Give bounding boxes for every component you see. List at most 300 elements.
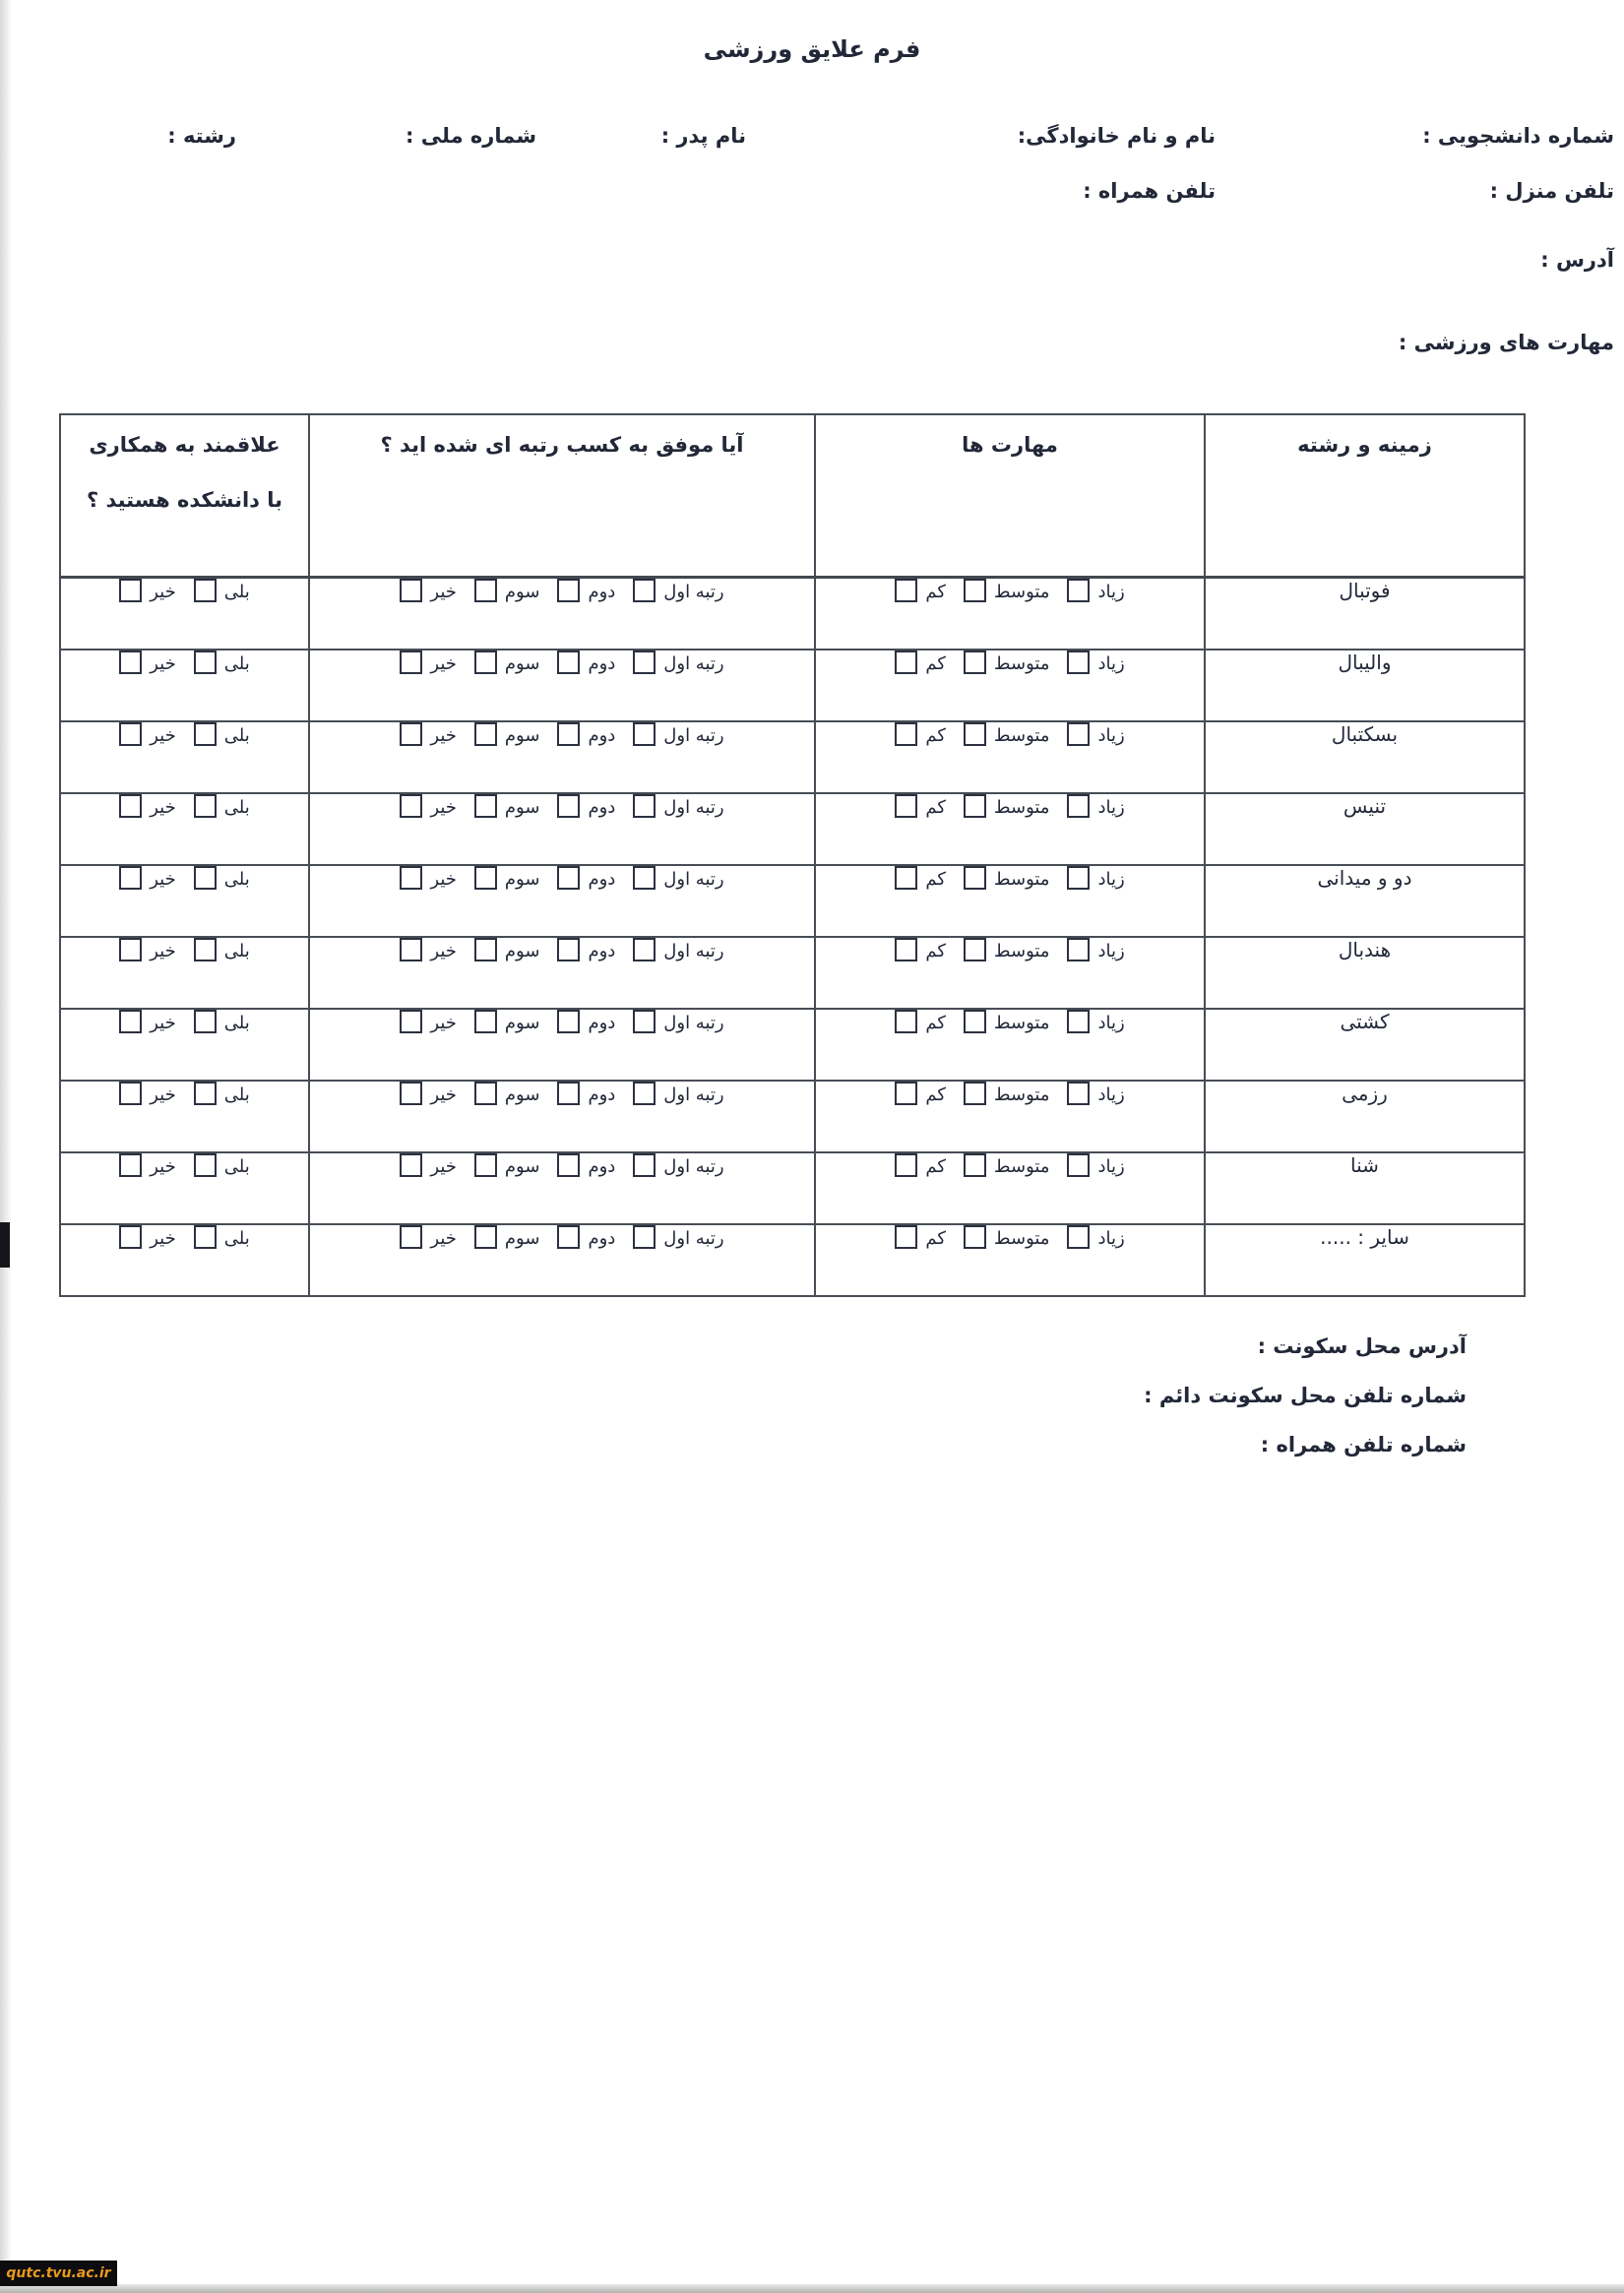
option-label: بلی <box>223 582 250 602</box>
checkbox[interactable] <box>194 651 217 674</box>
father-name-label: نام پدر : <box>660 124 746 148</box>
option-label: خیر <box>150 1155 176 1177</box>
checkbox[interactable] <box>194 579 217 602</box>
footer-mobile-label: شماره تلفن همراه : <box>1260 1433 1467 1456</box>
checkbox[interactable] <box>557 1225 580 1249</box>
skill-level-cell <box>815 793 1205 865</box>
checkbox[interactable] <box>895 722 917 746</box>
option-label: دوم <box>588 1084 616 1105</box>
checkbox[interactable] <box>1067 1153 1090 1177</box>
checkbox[interactable] <box>400 651 422 674</box>
checkbox[interactable] <box>964 651 986 674</box>
option-label: رتبه اول <box>663 1227 724 1249</box>
sport-name: رزمی <box>1205 1081 1525 1152</box>
option-label: خیر <box>430 868 457 890</box>
option-pair <box>119 941 176 961</box>
table-row <box>60 1009 1525 1081</box>
option-label: کم <box>925 652 946 674</box>
option-pair <box>895 1085 946 1105</box>
page-title: فرم علایق ورزشی <box>703 35 921 63</box>
checkbox[interactable] <box>400 938 422 961</box>
checkbox[interactable] <box>557 866 580 890</box>
option-pair <box>457 797 540 818</box>
checkbox[interactable] <box>895 938 917 961</box>
checkbox[interactable] <box>633 579 656 602</box>
option-label: خیر <box>150 796 176 818</box>
checkbox[interactable] <box>1067 866 1090 890</box>
option-label: زیاد <box>1097 868 1125 890</box>
option-label: متوسط <box>993 1155 1050 1177</box>
option-pair <box>400 1156 457 1177</box>
option-pair <box>400 869 457 890</box>
sports-skills-table <box>59 413 1526 1297</box>
sport-name: دو و میدانی <box>1205 865 1525 937</box>
cooperation-cell <box>60 1152 309 1224</box>
option-label: بلی <box>223 652 250 674</box>
option-label: دوم <box>588 652 616 674</box>
checkbox[interactable] <box>633 938 656 961</box>
option-label: خیر <box>430 1227 457 1249</box>
checkbox[interactable] <box>474 651 497 674</box>
checkbox[interactable] <box>119 794 142 818</box>
checkbox[interactable] <box>119 651 142 674</box>
checkbox[interactable] <box>194 1153 217 1177</box>
option-pair <box>895 653 946 674</box>
option-label: خیر <box>150 940 176 961</box>
student-number-label: شماره دانشجویی : <box>1422 124 1614 148</box>
option-pair <box>895 1228 946 1249</box>
option-pair <box>457 1085 540 1105</box>
option-label: بلی <box>223 868 250 890</box>
option-pair <box>119 1156 176 1177</box>
option-pair <box>615 1156 723 1177</box>
checkbox[interactable] <box>474 1082 497 1105</box>
full-name-label: نام و نام خانوادگی: <box>1017 124 1216 148</box>
option-pair <box>119 725 176 746</box>
checkbox[interactable] <box>474 1225 497 1249</box>
option-label: خیر <box>150 1084 176 1105</box>
option-label: زیاد <box>1097 1227 1125 1249</box>
checkbox[interactable] <box>557 1153 580 1177</box>
option-pair <box>176 1013 250 1033</box>
checkbox[interactable] <box>194 866 217 890</box>
col-header-rank: آیا موفق به کسب رتبه ای شده اید ؟ <box>309 414 815 578</box>
option-pair <box>176 1228 250 1249</box>
checkbox[interactable] <box>895 1225 917 1249</box>
scan-left-edge <box>0 0 12 2293</box>
option-label: متوسط <box>993 652 1050 674</box>
option-label: زیاد <box>1097 652 1125 674</box>
checkbox[interactable] <box>400 1225 422 1249</box>
checkbox[interactable] <box>633 1225 656 1249</box>
checkbox[interactable] <box>895 866 917 890</box>
option-pair <box>457 725 540 746</box>
option-pair <box>400 941 457 961</box>
option-pair <box>895 1013 946 1033</box>
option-pair <box>457 653 540 674</box>
option-label: کم <box>925 724 946 746</box>
option-pair <box>1049 1013 1124 1033</box>
option-pair <box>895 725 946 746</box>
option-label: رتبه اول <box>663 652 724 674</box>
checkbox[interactable] <box>474 722 497 746</box>
option-pair <box>615 653 723 674</box>
checkbox[interactable] <box>633 866 656 890</box>
option-label: زیاد <box>1097 940 1125 961</box>
option-label: رتبه اول <box>663 940 724 961</box>
sport-name: هندبال <box>1205 937 1525 1009</box>
checkbox[interactable] <box>400 1082 422 1105</box>
option-label: دوم <box>588 868 616 890</box>
option-pair <box>119 653 176 674</box>
option-label: سوم <box>504 652 540 674</box>
option-pair <box>400 582 457 602</box>
checkbox[interactable] <box>194 794 217 818</box>
table-row <box>60 865 1525 937</box>
option-label: متوسط <box>993 1084 1050 1105</box>
option-pair <box>946 797 1050 818</box>
checkbox[interactable] <box>474 1153 497 1177</box>
option-pair <box>895 869 946 890</box>
address-label: آدرس : <box>1540 248 1614 272</box>
checkbox[interactable] <box>119 579 142 602</box>
checkbox[interactable] <box>1067 579 1090 602</box>
option-label: دوم <box>588 724 616 746</box>
table-row <box>60 1224 1525 1296</box>
option-pair <box>1049 1156 1124 1177</box>
option-label: رتبه اول <box>663 1084 724 1105</box>
checkbox[interactable] <box>474 866 497 890</box>
checkbox[interactable] <box>1067 1010 1090 1033</box>
option-label: خیر <box>150 582 176 602</box>
checkbox[interactable] <box>1067 651 1090 674</box>
checkbox[interactable] <box>557 1010 580 1033</box>
table-body <box>60 578 1525 1296</box>
skill-level-cell <box>815 865 1205 937</box>
residence-phone-label: شماره تلفن محل سکونت دائم : <box>1144 1384 1467 1407</box>
cooperation-cell <box>60 1009 309 1081</box>
option-label: متوسط <box>993 868 1050 890</box>
sport-name: سایر : ..... <box>1205 1224 1525 1296</box>
checkbox[interactable] <box>194 1225 217 1249</box>
option-label: زیاد <box>1097 1084 1125 1105</box>
checkbox[interactable] <box>119 866 142 890</box>
option-label: سوم <box>504 1012 540 1033</box>
option-pair <box>176 797 250 818</box>
checkbox[interactable] <box>194 938 217 961</box>
option-pair <box>615 869 723 890</box>
option-pair <box>615 797 723 818</box>
option-label: بلی <box>223 1012 250 1033</box>
option-label: متوسط <box>993 1227 1050 1249</box>
checkbox[interactable] <box>194 722 217 746</box>
major-label: رشته : <box>167 124 236 148</box>
option-pair <box>539 582 615 602</box>
checkbox[interactable] <box>1067 1082 1090 1105</box>
checkbox[interactable] <box>400 1153 422 1177</box>
col-header-skills: مهارت ها <box>815 414 1205 578</box>
option-pair <box>176 941 250 961</box>
option-label: سوم <box>504 1084 540 1105</box>
checkbox[interactable] <box>119 1082 142 1105</box>
checkbox[interactable] <box>557 722 580 746</box>
rank-cell <box>309 578 815 650</box>
option-label: سوم <box>504 1227 540 1249</box>
option-label: خیر <box>150 1012 176 1033</box>
checkbox[interactable] <box>400 1010 422 1033</box>
checkbox[interactable] <box>119 1225 142 1249</box>
checkbox[interactable] <box>633 651 656 674</box>
sport-name: والیبال <box>1205 650 1525 721</box>
skill-level-cell <box>815 937 1205 1009</box>
checkbox[interactable] <box>557 579 580 602</box>
option-pair <box>946 941 1050 961</box>
sport-name: فوتبال <box>1205 578 1525 650</box>
option-pair <box>400 797 457 818</box>
option-pair <box>457 1013 540 1033</box>
option-label: خیر <box>430 796 457 818</box>
option-pair <box>1049 725 1124 746</box>
national-id-label: شماره ملی : <box>406 124 536 148</box>
rank-cell <box>309 1224 815 1296</box>
checkbox[interactable] <box>400 722 422 746</box>
option-label: دوم <box>588 796 616 818</box>
checkbox[interactable] <box>119 1010 142 1033</box>
checkbox[interactable] <box>895 1010 917 1033</box>
option-pair <box>895 797 946 818</box>
option-pair <box>119 797 176 818</box>
checkbox[interactable] <box>633 1010 656 1033</box>
option-label: متوسط <box>993 796 1050 818</box>
skill-level-cell <box>815 1081 1205 1152</box>
option-label: متوسط <box>993 582 1050 602</box>
checkbox[interactable] <box>633 1082 656 1105</box>
option-pair <box>1049 941 1124 961</box>
mobile-phone-label: تلفن همراه : <box>1083 179 1216 203</box>
checkbox[interactable] <box>474 1010 497 1033</box>
option-pair <box>539 797 615 818</box>
rank-cell <box>309 1009 815 1081</box>
option-pair <box>400 1085 457 1105</box>
checkbox[interactable] <box>633 722 656 746</box>
option-pair <box>946 869 1050 890</box>
option-label: خیر <box>430 1155 457 1177</box>
option-label: کم <box>925 868 946 890</box>
option-pair <box>615 1228 723 1249</box>
option-pair <box>946 1013 1050 1033</box>
checkbox[interactable] <box>1067 722 1090 746</box>
option-label: بلی <box>223 1155 250 1177</box>
checkbox[interactable] <box>964 794 986 818</box>
option-pair <box>539 1156 615 1177</box>
option-label: زیاد <box>1097 1155 1125 1177</box>
option-label: کم <box>925 1155 946 1177</box>
sport-name: بسکتبال <box>1205 721 1525 793</box>
checkbox[interactable] <box>895 794 917 818</box>
table-header-row <box>60 414 1525 578</box>
option-label: سوم <box>504 868 540 890</box>
rank-cell <box>309 721 815 793</box>
checkbox[interactable] <box>964 579 986 602</box>
option-pair <box>895 941 946 961</box>
option-label: متوسط <box>993 1012 1050 1033</box>
checkbox[interactable] <box>964 722 986 746</box>
table-row <box>60 650 1525 721</box>
option-label: دوم <box>588 1155 616 1177</box>
option-pair <box>539 869 615 890</box>
table-row <box>60 793 1525 865</box>
scan-bottom-edge <box>0 2284 1624 2293</box>
checkbox[interactable] <box>964 1153 986 1177</box>
cooperation-cell <box>60 1081 309 1152</box>
option-label: زیاد <box>1097 1012 1125 1033</box>
option-pair <box>615 582 723 602</box>
option-label: خیر <box>430 1084 457 1105</box>
option-label: زیاد <box>1097 582 1125 602</box>
skill-level-cell <box>815 721 1205 793</box>
option-label: خیر <box>430 724 457 746</box>
checkbox[interactable] <box>474 938 497 961</box>
option-label: متوسط <box>993 940 1050 961</box>
option-pair <box>457 1156 540 1177</box>
option-label: خیر <box>430 652 457 674</box>
option-pair <box>615 725 723 746</box>
option-pair <box>539 1228 615 1249</box>
checkbox[interactable] <box>895 651 917 674</box>
checkbox[interactable] <box>964 1082 986 1105</box>
checkbox[interactable] <box>400 794 422 818</box>
option-label: کم <box>925 940 946 961</box>
skill-level-cell <box>815 1224 1205 1296</box>
site-watermark: qutc.tvu.ac.ir <box>0 2261 117 2286</box>
home-phone-label: تلفن منزل : <box>1489 179 1614 203</box>
option-label: دوم <box>588 1012 616 1033</box>
skill-level-cell <box>815 1152 1205 1224</box>
checkbox[interactable] <box>474 579 497 602</box>
checkbox[interactable] <box>633 794 656 818</box>
cooperation-cell <box>60 578 309 650</box>
sport-name: کشتی <box>1205 1009 1525 1081</box>
option-pair <box>615 1013 723 1033</box>
option-label: دوم <box>588 582 616 602</box>
option-label: بلی <box>223 796 250 818</box>
checkbox[interactable] <box>964 1010 986 1033</box>
option-label: زیاد <box>1097 724 1125 746</box>
checkbox[interactable] <box>194 1082 217 1105</box>
scan-artifact-mark <box>0 1222 10 1268</box>
cooperation-cell <box>60 721 309 793</box>
option-label: کم <box>925 1084 946 1105</box>
option-pair <box>400 653 457 674</box>
option-label: کم <box>925 582 946 602</box>
cooperation-cell <box>60 793 309 865</box>
option-label: رتبه اول <box>663 1012 724 1033</box>
option-pair <box>457 1228 540 1249</box>
option-label: سوم <box>504 724 540 746</box>
option-pair <box>176 869 250 890</box>
checkbox[interactable] <box>474 794 497 818</box>
option-label: بلی <box>223 1084 250 1105</box>
option-label: خیر <box>430 1012 457 1033</box>
option-label: خیر <box>150 724 176 746</box>
option-pair <box>539 725 615 746</box>
checkbox[interactable] <box>400 579 422 602</box>
checkbox[interactable] <box>557 794 580 818</box>
option-pair <box>615 1085 723 1105</box>
checkbox[interactable] <box>895 1153 917 1177</box>
option-label: رتبه اول <box>663 582 724 602</box>
checkbox[interactable] <box>1067 794 1090 818</box>
footer-fields <box>1144 1334 1467 1482</box>
checkbox[interactable] <box>964 1225 986 1249</box>
option-pair <box>176 725 250 746</box>
checkbox[interactable] <box>557 1082 580 1105</box>
option-label: کم <box>925 1012 946 1033</box>
rank-cell <box>309 1081 815 1152</box>
option-label: خیر <box>430 582 457 602</box>
option-pair <box>119 1085 176 1105</box>
option-label: بلی <box>223 1227 250 1249</box>
option-label: دوم <box>588 940 616 961</box>
checkbox[interactable] <box>1067 938 1090 961</box>
option-pair <box>457 582 540 602</box>
checkbox[interactable] <box>119 722 142 746</box>
sport-name: تنیس <box>1205 793 1525 865</box>
checkbox[interactable] <box>119 938 142 961</box>
option-pair <box>119 869 176 890</box>
option-label: بلی <box>223 724 250 746</box>
option-pair <box>946 1085 1050 1105</box>
option-label: بلی <box>223 940 250 961</box>
checkbox[interactable] <box>895 1082 917 1105</box>
rank-cell <box>309 1152 815 1224</box>
checkbox[interactable] <box>400 866 422 890</box>
option-label: کم <box>925 1227 946 1249</box>
option-label: خیر <box>430 940 457 961</box>
checkbox[interactable] <box>964 938 986 961</box>
option-label: سوم <box>504 582 540 602</box>
col-header-cooperation: علاقمند به همکاری با دانشکده هستید ؟ <box>60 414 309 578</box>
checkbox[interactable] <box>964 866 986 890</box>
option-pair <box>539 1085 615 1105</box>
checkbox[interactable] <box>119 1153 142 1177</box>
option-pair <box>895 1156 946 1177</box>
checkbox[interactable] <box>1067 1225 1090 1249</box>
option-pair <box>946 1156 1050 1177</box>
option-pair <box>946 725 1050 746</box>
option-pair <box>457 869 540 890</box>
option-label: کم <box>925 796 946 818</box>
checkbox[interactable] <box>895 579 917 602</box>
checkbox[interactable] <box>557 651 580 674</box>
option-label: خیر <box>150 868 176 890</box>
option-label: سوم <box>504 1155 540 1177</box>
option-pair <box>946 1228 1050 1249</box>
option-label: سوم <box>504 796 540 818</box>
cooperation-cell <box>60 650 309 721</box>
option-label: سوم <box>504 940 540 961</box>
checkbox[interactable] <box>557 938 580 961</box>
checkbox[interactable] <box>194 1010 217 1033</box>
option-label: متوسط <box>993 724 1050 746</box>
checkbox[interactable] <box>633 1153 656 1177</box>
option-pair <box>119 1228 176 1249</box>
skill-level-cell <box>815 578 1205 650</box>
table-row <box>60 578 1525 650</box>
option-label: رتبه اول <box>663 868 724 890</box>
skill-level-cell <box>815 1009 1205 1081</box>
cooperation-cell <box>60 1224 309 1296</box>
